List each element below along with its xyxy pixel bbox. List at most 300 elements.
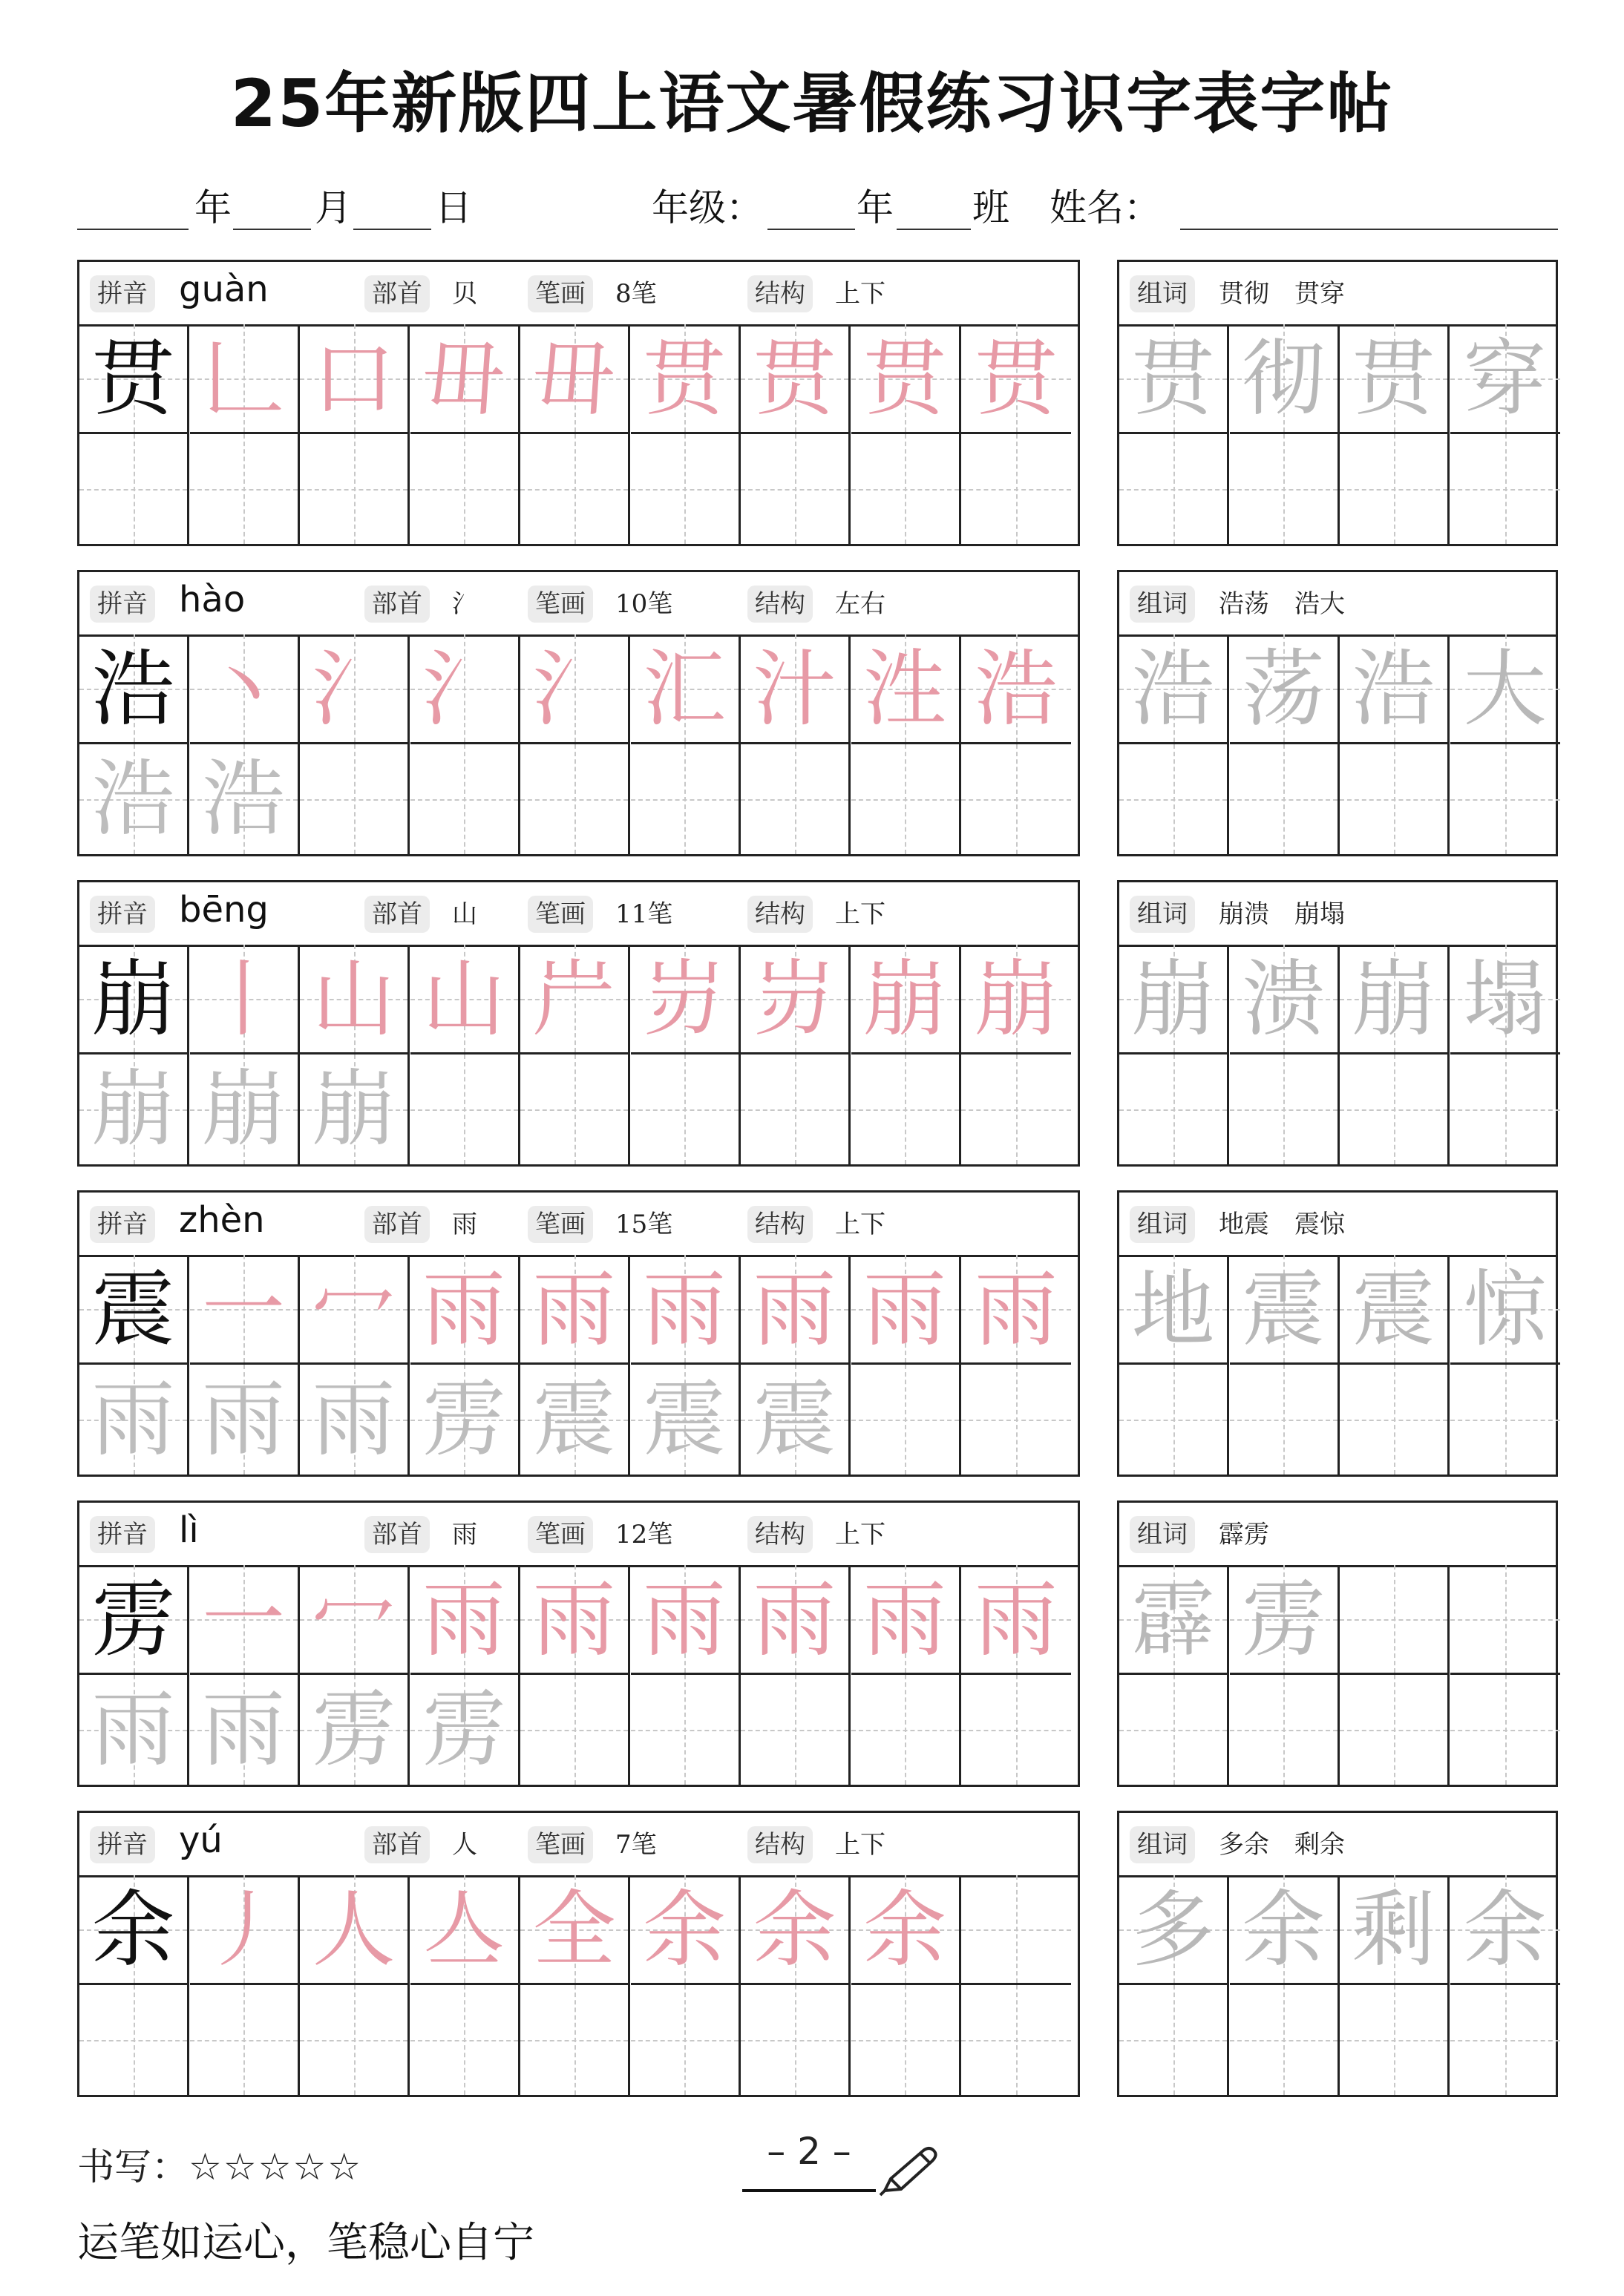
tianzige-cell[interactable]: [1450, 1565, 1560, 1675]
word-trace-character: 震: [1352, 1262, 1435, 1358]
tianzige-cell[interactable]: [1230, 434, 1340, 544]
word-practice-panel: [1117, 1190, 1558, 1477]
tianzige-cell[interactable]: [1450, 1985, 1560, 2095]
words-tag: 组词: [1130, 896, 1195, 933]
tianzige-cell[interactable]: [410, 1875, 520, 1985]
stroke-step-character: 毌: [422, 331, 505, 427]
trace-character: 震: [753, 1371, 836, 1468]
word-practice-panel: [1117, 260, 1558, 546]
tianzige-cell[interactable]: [1340, 434, 1450, 544]
tianzige-cell[interactable]: [961, 1565, 1071, 1675]
char-info-row: [79, 1813, 1078, 1877]
char-info-row: [79, 262, 1078, 327]
tianzige-cell[interactable]: [961, 1675, 1071, 1785]
tianzige-cell[interactable]: [1230, 1255, 1340, 1365]
tianzige-cell[interactable]: [1119, 1675, 1229, 1785]
trace-row: [79, 434, 1078, 544]
tianzige-cell[interactable]: [1230, 634, 1340, 744]
tianzige-cell[interactable]: [1230, 1675, 1340, 1785]
trace-character: 崩: [91, 1061, 175, 1158]
char-practice-panel: [77, 1190, 1080, 1477]
radical-tag: 部首: [364, 896, 430, 933]
trace-character: 雨: [202, 1682, 285, 1778]
page-number: – 2 –: [767, 2130, 851, 2173]
stroke-step-character: 岃: [753, 951, 836, 1048]
tianzige-cell[interactable]: [190, 634, 300, 744]
tianzige-cell[interactable]: [741, 1255, 851, 1365]
strokes-tag: 笔画: [528, 896, 593, 933]
stroke-step-character: 一: [202, 1262, 285, 1358]
word-trace-character: 浩: [1352, 641, 1435, 738]
tianzige-cell[interactable]: [520, 1985, 630, 2095]
word-blank-row: [1119, 434, 1556, 544]
strokes-value: 15笔: [615, 1210, 673, 1239]
tianzige-cell[interactable]: [851, 1565, 961, 1675]
tianzige-cell[interactable]: [851, 634, 961, 744]
tianzige-cell[interactable]: [520, 1565, 630, 1675]
tianzige-cell[interactable]: [631, 634, 741, 744]
radical-tag: 部首: [364, 275, 430, 312]
word-trace-character: 多: [1131, 1882, 1215, 1978]
month-label: 月: [315, 186, 352, 229]
trace-character: 雨: [91, 1371, 175, 1468]
trace-character: 震: [643, 1371, 726, 1468]
char-info-row: [79, 572, 1078, 637]
tianzige-cell[interactable]: [741, 434, 851, 544]
name-blank[interactable]: [1180, 229, 1558, 230]
tianzige-cell[interactable]: [300, 1255, 410, 1365]
tianzige-cell[interactable]: [1230, 744, 1340, 854]
tianzige-cell[interactable]: [300, 744, 410, 854]
tianzige-cell[interactable]: [300, 434, 410, 544]
radical-tag: 部首: [364, 1206, 430, 1243]
tianzige-cell[interactable]: [1450, 434, 1560, 544]
tianzige-cell[interactable]: [741, 1054, 851, 1164]
word-grid: [1119, 324, 1556, 544]
tianzige-cell[interactable]: [741, 744, 851, 854]
tianzige-cell[interactable]: [1119, 324, 1229, 434]
tianzige-cell[interactable]: [190, 945, 300, 1054]
tianzige-cell[interactable]: [300, 1675, 410, 1785]
tianzige-cell[interactable]: [961, 1875, 1071, 1985]
tianzige-cell[interactable]: [631, 1875, 741, 1985]
tianzige-cell[interactable]: [741, 1365, 851, 1475]
structure-tag: 结构: [747, 275, 813, 312]
word-trace-row: [1119, 1255, 1556, 1365]
tianzige-cell[interactable]: [631, 1985, 741, 2095]
model-character: 浩: [91, 641, 175, 738]
stroke-step-character: 崩: [863, 951, 946, 1048]
stroke-step-character: 汁: [753, 641, 836, 738]
tianzige-cell[interactable]: [961, 1985, 1071, 2095]
word-info-row: [1119, 262, 1556, 327]
tianzige-cell[interactable]: [300, 1875, 410, 1985]
tianzige-cell[interactable]: [300, 1565, 410, 1675]
stroke-step-character: 贯: [975, 331, 1058, 427]
tianzige-cell[interactable]: [1450, 1365, 1560, 1475]
tianzige-cell[interactable]: [190, 434, 300, 544]
tianzige-cell[interactable]: [961, 434, 1071, 544]
radical-value: 氵: [452, 589, 477, 619]
trace-row: [79, 1365, 1078, 1475]
tianzige-cell[interactable]: [1230, 945, 1340, 1054]
tianzige-cell[interactable]: [1119, 1985, 1229, 2095]
trace-character: 雨: [312, 1371, 396, 1468]
tianzige-cell[interactable]: [190, 1985, 300, 2095]
tianzige-cell[interactable]: [631, 1565, 741, 1675]
tianzige-cell[interactable]: [741, 634, 851, 744]
stroke-step-character: 人: [312, 1882, 396, 1978]
word-trace-row: [1119, 324, 1556, 434]
tianzige-cell[interactable]: [631, 1675, 741, 1785]
class-blank[interactable]: [897, 229, 971, 230]
year-blank[interactable]: [77, 229, 189, 230]
tianzige-cell[interactable]: [1119, 1365, 1229, 1475]
words-tag: 组词: [1130, 275, 1195, 312]
tianzige-cell[interactable]: [741, 945, 851, 1054]
words-tag: 组词: [1130, 1826, 1195, 1863]
tianzige-cell[interactable]: [190, 1054, 300, 1164]
tianzige-cell[interactable]: [520, 744, 630, 854]
radical-value: 贝: [452, 279, 477, 309]
stroke-order-row: [79, 945, 1078, 1054]
tianzige-cell[interactable]: [851, 1365, 961, 1475]
tianzige-cell[interactable]: [851, 1875, 961, 1985]
writing-grid: [79, 1255, 1078, 1475]
tianzige-cell[interactable]: [1340, 324, 1450, 434]
tianzige-cell[interactable]: [1119, 744, 1229, 854]
tianzige-cell[interactable]: [410, 634, 520, 744]
radical-tag: 部首: [364, 1516, 430, 1553]
stroke-step-character: 贯: [753, 331, 836, 427]
words-tag: 组词: [1130, 1516, 1195, 1553]
tianzige-cell[interactable]: [410, 1985, 520, 2095]
trace-character: 雨: [91, 1682, 175, 1778]
tianzige-cell[interactable]: [1450, 744, 1560, 854]
word-trace-character: 塌: [1463, 951, 1547, 1048]
grade-blank[interactable]: [767, 229, 855, 230]
tianzige-cell[interactable]: [1450, 324, 1560, 434]
tianzige-cell[interactable]: [851, 1255, 961, 1365]
tianzige-cell[interactable]: [1340, 744, 1450, 854]
tianzige-cell[interactable]: [190, 744, 300, 854]
word-practice-panel: [1117, 570, 1558, 856]
char-info-row: [79, 1193, 1078, 1257]
model-character: 贯: [91, 331, 175, 427]
tianzige-cell[interactable]: [79, 744, 189, 854]
writing-grid: [79, 324, 1078, 544]
tianzige-cell[interactable]: [631, 434, 741, 544]
char-info-row: [79, 1503, 1078, 1567]
tianzige-cell[interactable]: [1340, 1875, 1450, 1985]
tianzige-cell[interactable]: [1230, 324, 1340, 434]
word-info-row: [1119, 1503, 1556, 1567]
tianzige-cell[interactable]: [190, 1875, 300, 1985]
tianzige-cell[interactable]: [1450, 1875, 1560, 1985]
pinyin-value: lì: [179, 1509, 199, 1551]
tianzige-cell[interactable]: [520, 1365, 630, 1475]
tianzige-cell[interactable]: [79, 1875, 189, 1985]
stroke-step-character: 山: [422, 951, 505, 1048]
tianzige-cell[interactable]: [410, 434, 520, 544]
tianzige-cell[interactable]: [631, 744, 741, 854]
tianzige-cell[interactable]: [300, 1985, 410, 2095]
stroke-step-character: 冖: [312, 1572, 396, 1668]
word-info-row: [1119, 882, 1556, 947]
tianzige-cell[interactable]: [190, 1365, 300, 1475]
stroke-step-character: 雨: [753, 1572, 836, 1668]
radical-tag: 部首: [364, 1826, 430, 1863]
words-value: 浩荡 浩大: [1219, 589, 1345, 619]
tianzige-cell[interactable]: [300, 945, 410, 1054]
tianzige-cell[interactable]: [190, 324, 300, 434]
pinyin-value: bēng: [179, 889, 269, 931]
tianzige-cell[interactable]: [410, 1565, 520, 1675]
word-grid: [1119, 1875, 1556, 2095]
tianzige-cell[interactable]: [851, 324, 961, 434]
word-trace-character: 贯: [1352, 331, 1435, 427]
tianzige-cell[interactable]: [961, 1054, 1071, 1164]
words-value: 多余 剩余: [1219, 1830, 1345, 1860]
trace-character: 雳: [312, 1682, 396, 1778]
word-blank-row: [1119, 1675, 1556, 1785]
tianzige-cell[interactable]: [1119, 434, 1229, 544]
year-label: 年: [194, 186, 232, 229]
tianzige-cell[interactable]: [961, 634, 1071, 744]
word-trace-character: 浩: [1131, 641, 1215, 738]
tianzige-cell[interactable]: [520, 1675, 630, 1785]
pinyin-value: guàn: [179, 269, 269, 310]
trace-character: 雳: [422, 1371, 505, 1468]
radical-value: 雨: [452, 1520, 477, 1549]
pinyin-tag: 拼音: [90, 1206, 155, 1243]
tianzige-cell[interactable]: [79, 1675, 189, 1785]
tianzige-cell[interactable]: [1230, 1365, 1340, 1475]
tianzige-cell[interactable]: [1119, 1875, 1229, 1985]
pinyin-tag: 拼音: [90, 275, 155, 312]
stroke-step-character: 丿: [202, 1882, 285, 1978]
tianzige-cell[interactable]: [1450, 1675, 1560, 1785]
tianzige-cell[interactable]: [520, 1875, 630, 1985]
word-practice-panel: [1117, 1811, 1558, 2097]
tianzige-cell[interactable]: [851, 434, 961, 544]
tianzige-cell[interactable]: [741, 1985, 851, 2095]
stroke-step-character: 余: [643, 1882, 726, 1978]
radical-value: 人: [452, 1830, 477, 1860]
trace-character: 崩: [312, 1061, 396, 1158]
tianzige-cell[interactable]: [79, 1255, 189, 1365]
word-trace-character: 大: [1463, 641, 1547, 738]
tianzige-cell[interactable]: [1119, 1565, 1229, 1675]
tianzige-cell[interactable]: [1450, 1255, 1560, 1365]
radical-value: 雨: [452, 1210, 477, 1239]
word-trace-character: 惊: [1463, 1262, 1547, 1358]
rating-stars[interactable]: ☆☆☆☆☆: [189, 2145, 363, 2188]
word-grid: [1119, 1565, 1556, 1785]
word-grid: [1119, 1255, 1556, 1475]
tianzige-cell[interactable]: [1450, 634, 1560, 744]
tianzige-cell[interactable]: [631, 324, 741, 434]
tianzige-cell[interactable]: [1230, 1565, 1340, 1675]
tianzige-cell[interactable]: [1230, 1875, 1340, 1985]
word-trace-character: 溃: [1242, 951, 1325, 1048]
tianzige-cell[interactable]: [300, 1054, 410, 1164]
tianzige-cell[interactable]: [1450, 1054, 1560, 1164]
tianzige-cell[interactable]: [520, 434, 630, 544]
word-trace-character: 霹: [1131, 1572, 1215, 1668]
word-trace-character: 余: [1463, 1882, 1547, 1978]
tianzige-cell[interactable]: [190, 1675, 300, 1785]
word-trace-row: [1119, 1565, 1556, 1675]
stroke-order-row: [79, 1255, 1078, 1365]
stroke-step-character: 𠃊: [202, 331, 285, 427]
stroke-step-character: 雨: [422, 1262, 505, 1358]
stroke-order-row: [79, 324, 1078, 434]
word-blank-row: [1119, 1365, 1556, 1475]
page-title: 25年新版四上语文暑假练习识字表字帖: [230, 65, 1394, 142]
tianzige-cell[interactable]: [1340, 945, 1450, 1054]
words-value: 崩溃 崩塌: [1219, 899, 1345, 929]
tianzige-cell[interactable]: [190, 1565, 300, 1675]
trace-row: [79, 1985, 1078, 2095]
structure-value: 上下: [835, 899, 885, 929]
trace-character: 崩: [202, 1061, 285, 1158]
tianzige-cell[interactable]: [79, 945, 189, 1054]
stroke-step-character: 丨: [202, 951, 285, 1048]
stroke-step-character: 一: [202, 1572, 285, 1668]
tianzige-cell[interactable]: [851, 1985, 961, 2095]
pinyin-tag: 拼音: [90, 1516, 155, 1553]
tianzige-cell[interactable]: [410, 1255, 520, 1365]
tianzige-cell[interactable]: [79, 1054, 189, 1164]
writing-grid: [79, 634, 1078, 854]
word-grid: [1119, 945, 1556, 1164]
tianzige-cell[interactable]: [741, 324, 851, 434]
tianzige-cell[interactable]: [520, 1255, 630, 1365]
word-trace-row: [1119, 1875, 1556, 1985]
tianzige-cell[interactable]: [410, 1675, 520, 1785]
tianzige-cell[interactable]: [631, 945, 741, 1054]
tianzige-cell[interactable]: [79, 1565, 189, 1675]
tianzige-cell[interactable]: [410, 1054, 520, 1164]
grade-year-label: 年: [857, 186, 894, 229]
tianzige-cell[interactable]: [300, 1365, 410, 1475]
tianzige-cell[interactable]: [410, 1365, 520, 1475]
word-blank-row: [1119, 1054, 1556, 1164]
tianzige-cell[interactable]: [1340, 1985, 1450, 2095]
tianzige-cell[interactable]: [79, 324, 189, 434]
word-practice-panel: [1117, 1500, 1558, 1787]
tianzige-cell[interactable]: [851, 1054, 961, 1164]
word-trace-character: 彻: [1242, 331, 1325, 427]
tianzige-cell[interactable]: [1340, 1365, 1450, 1475]
stroke-step-character: 毌: [532, 331, 616, 427]
stroke-step-character: 贯: [863, 331, 946, 427]
tianzige-cell[interactable]: [631, 1255, 741, 1365]
tianzige-cell[interactable]: [79, 1985, 189, 2095]
tianzige-cell[interactable]: [1119, 945, 1229, 1054]
stroke-step-character: 崩: [975, 951, 1058, 1048]
trace-row: [79, 1054, 1078, 1164]
stroke-step-character: 氵: [532, 641, 616, 738]
page-number-underline: [742, 2189, 876, 2192]
tianzige-cell[interactable]: [1119, 1054, 1229, 1164]
tianzige-cell[interactable]: [851, 945, 961, 1054]
radical-tag: 部首: [364, 586, 430, 623]
pinyin-value: hào: [179, 579, 246, 620]
tianzige-cell[interactable]: [1340, 1054, 1450, 1164]
tianzige-cell[interactable]: [79, 434, 189, 544]
strokes-value: 12笔: [615, 1520, 673, 1549]
tianzige-cell[interactable]: [851, 744, 961, 854]
tianzige-cell[interactable]: [410, 324, 520, 434]
tianzige-cell[interactable]: [1119, 634, 1229, 744]
day-blank[interactable]: [353, 229, 431, 230]
stroke-step-character: 雨: [863, 1572, 946, 1668]
stroke-step-character: 雨: [643, 1262, 726, 1358]
tianzige-cell[interactable]: [520, 324, 630, 434]
word-trace-character: 剩: [1352, 1882, 1435, 1978]
tianzige-cell[interactable]: [1230, 1054, 1340, 1164]
tianzige-cell[interactable]: [300, 634, 410, 744]
tianzige-cell[interactable]: [300, 324, 410, 434]
tianzige-cell[interactable]: [79, 634, 189, 744]
words-value: 地震 震惊: [1219, 1210, 1345, 1239]
tianzige-cell[interactable]: [1340, 1565, 1450, 1675]
tianzige-cell[interactable]: [961, 1365, 1071, 1475]
radical-value: 山: [452, 899, 477, 929]
tianzige-cell[interactable]: [961, 744, 1071, 854]
model-character: 雳: [91, 1572, 175, 1668]
tianzige-cell[interactable]: [1230, 1985, 1340, 2095]
tianzige-cell[interactable]: [741, 1565, 851, 1675]
tianzige-cell[interactable]: [1119, 1255, 1229, 1365]
structure-tag: 结构: [747, 1206, 813, 1243]
model-character: 崩: [91, 951, 175, 1048]
tianzige-cell[interactable]: [961, 945, 1071, 1054]
tianzige-cell[interactable]: [1340, 1255, 1450, 1365]
motto: 运笔如运心，笔稳心自宁: [77, 2219, 534, 2267]
tianzige-cell[interactable]: [851, 1675, 961, 1785]
tianzige-cell[interactable]: [520, 1054, 630, 1164]
tianzige-cell[interactable]: [520, 634, 630, 744]
tianzige-cell[interactable]: [1340, 634, 1450, 744]
stroke-step-character: 泩: [863, 641, 946, 738]
stroke-order-row: [79, 634, 1078, 744]
tianzige-cell[interactable]: [79, 1365, 189, 1475]
stroke-step-character: 雨: [532, 1262, 616, 1358]
structure-tag: 结构: [747, 896, 813, 933]
date-line: [77, 182, 1558, 234]
tianzige-cell[interactable]: [961, 324, 1071, 434]
tianzige-cell[interactable]: [1340, 1675, 1450, 1785]
tianzige-cell[interactable]: [741, 1675, 851, 1785]
tianzige-cell[interactable]: [520, 945, 630, 1054]
word-trace-character: 地: [1131, 1262, 1215, 1358]
month-blank[interactable]: [233, 229, 311, 230]
stroke-step-character: 雨: [863, 1262, 946, 1358]
tianzige-cell[interactable]: [410, 744, 520, 854]
tianzige-cell[interactable]: [631, 1054, 741, 1164]
tianzige-cell[interactable]: [741, 1875, 851, 1985]
tianzige-cell[interactable]: [961, 1255, 1071, 1365]
tianzige-cell[interactable]: [190, 1255, 300, 1365]
pinyin-tag: 拼音: [90, 1826, 155, 1863]
char-practice-panel: [77, 570, 1080, 856]
tianzige-cell[interactable]: [410, 945, 520, 1054]
tianzige-cell[interactable]: [1450, 945, 1560, 1054]
tianzige-cell[interactable]: [631, 1365, 741, 1475]
